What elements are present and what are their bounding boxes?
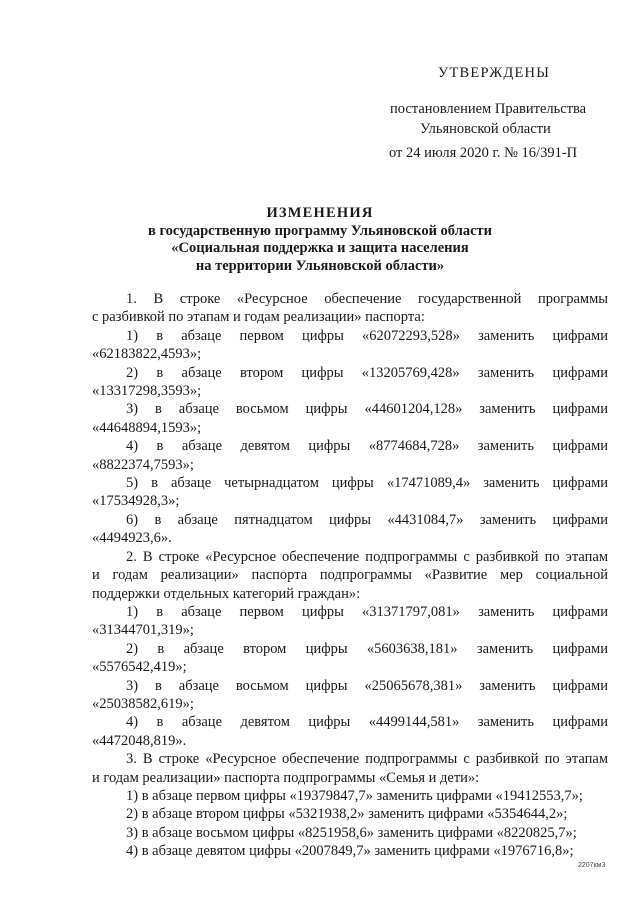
item-3-sub-3: 3) в абзаце восьмом цифры «8251958,6» заменить цифрами «8220825,7»; xyxy=(126,824,577,841)
item-2-sub-4: 4) в абзаце девятом цифры «4499144,581» заменить цифрами xyxy=(126,714,608,731)
item-2-sub-1-cont: «31344701,319»; xyxy=(92,622,194,639)
item-2-sub-1: 1) в абзаце первом цифры «31371797,081» заменить цифрами xyxy=(126,603,608,620)
heading-title: ИЗМЕНЕНИЯ xyxy=(266,205,374,221)
item-1-sub-1-cont: «62183822,4593»; xyxy=(92,346,202,363)
item-1-sub-5-cont: «17534928,3»; xyxy=(92,493,180,510)
item-3-sub-2: 2) в абзаце втором цифры «5321938,2» заменить цифрами «5354644,2»; xyxy=(126,806,568,823)
document-body xyxy=(92,290,608,861)
document-heading xyxy=(0,205,640,275)
item-1-sub-2-cont: «13317298,3593»; xyxy=(92,383,202,400)
item-2-intro-line-1: 2. В строке «Ресурсное обеспечение подпрограммы с разбивкой по этапам xyxy=(126,548,608,565)
item-2-sub-2: 2) в абзаце втором цифры «5603638,181» заменить цифрами xyxy=(126,640,608,657)
item-1-sub-6-cont: «4494923,6». xyxy=(92,530,172,547)
item-1-sub-1: 1) в абзаце первом цифры «62072293,528» заменить цифрами xyxy=(126,327,608,344)
heading-line-2: «Социальная поддержка и защита населения xyxy=(171,240,469,256)
item-3-intro-line-2: и годам реализации» паспорта подпрограммы «Семья и дети»: xyxy=(92,769,480,786)
item-1-intro-line-1: 1. В строке «Ресурсное обеспечение государственной программы xyxy=(126,291,608,307)
item-1-sub-3: 3) в абзаце восьмом цифры «44601204,128» заменить цифрами xyxy=(126,401,608,418)
item-1-sub-3-cont: «44648894,1593»; xyxy=(92,419,202,436)
item-1-sub-5: 5) в абзаце четырнадцатом цифры «17471089,4» заменить цифрами xyxy=(126,475,608,492)
item-1-sub-6: 6) в абзаце пятнадцатом цифры «4431084,7» заменить цифрами xyxy=(126,511,608,528)
item-2-sub-2-cont: «5576542,419»; xyxy=(92,659,187,676)
approval-title: УТВЕРЖДЕНЫ xyxy=(438,65,551,81)
approval-line-2: Ульяновской области xyxy=(420,121,551,137)
item-1-intro-line-2: с разбивкой по этапам и годам реализации» паспорта: xyxy=(92,309,425,326)
item-2-sub-4-cont: «4472048,819». xyxy=(92,732,187,749)
item-2-sub-3-cont: «25038582,619»; xyxy=(92,695,194,712)
item-1-sub-2: 2) в абзаце втором цифры «13205769,428» заменить цифрами xyxy=(126,364,608,381)
footer-code: 2207км3 xyxy=(578,862,606,869)
approval-line-1: постановлением Правительства xyxy=(390,101,587,117)
heading-line-1: в государственную программу Ульяновской области xyxy=(147,222,492,239)
item-2-intro-line-3: поддержки отдельных категорий граждан»: xyxy=(92,585,361,602)
heading-line-3: на территории Ульяновской области» xyxy=(195,257,445,274)
item-2-intro-line-2: и годам реализации» паспорта подпрограммы «Развитие мер социальной xyxy=(92,567,608,584)
item-2-sub-3: 3) в абзаце восьмом цифры «25065678,381» заменить цифрами xyxy=(126,677,608,694)
item-3-intro-line-1: 3. В строке «Ресурсное обеспечение подпрограммы с разбивкой по этапам xyxy=(126,751,608,768)
item-3-sub-1: 1) в абзаце первом цифры «19379847,7» заменить цифрами «19412553,7»; xyxy=(126,787,583,804)
item-1-sub-4: 4) в абзаце девятом цифры «8774684,728» заменить цифрами xyxy=(126,438,608,455)
approval-line-3: от 24 июля 2020 г. № 16/391-П xyxy=(389,145,578,161)
item-1-sub-4-cont: «8822374,7593»; xyxy=(92,456,194,473)
item-3-sub-4: 4) в абзаце девятом цифры «2007849,7» заменить цифрами «1976716,8»; xyxy=(126,843,574,860)
